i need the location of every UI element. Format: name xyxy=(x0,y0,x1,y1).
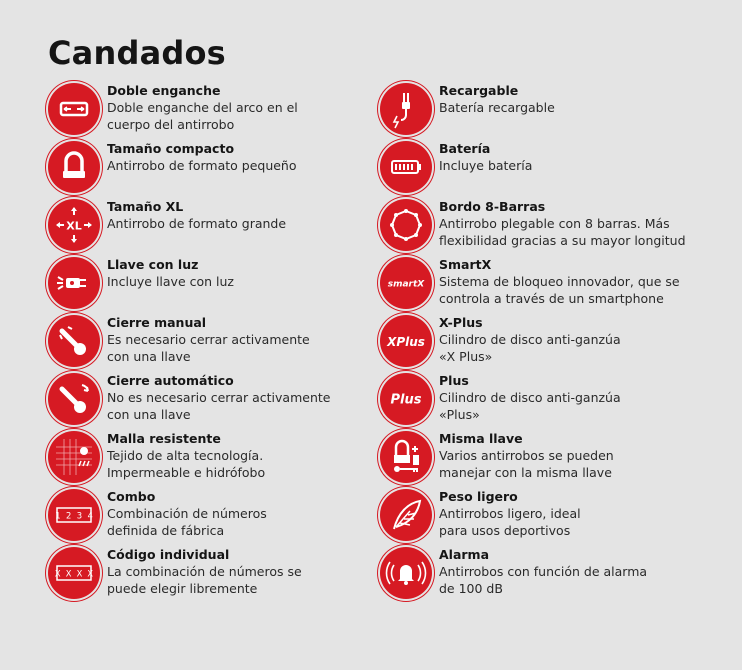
feature-description: Doble enganche del arco en el cuerpo del antirrobo xyxy=(107,100,298,132)
feature-title: Recargable xyxy=(439,83,519,98)
feature-description: Sistema de bloqueo innovador, que se controla a través de un smartphone xyxy=(439,274,680,306)
alarm-icon xyxy=(380,547,432,599)
rechargeable-icon xyxy=(380,83,432,135)
feature-title: X-Plus xyxy=(439,315,483,330)
feature-item xyxy=(48,140,358,196)
feature-title: Batería xyxy=(439,141,491,156)
feature-item xyxy=(48,488,358,544)
feature-item xyxy=(380,140,730,196)
feature-description: Tejido de alta tecnología. Impermeable e hidrófobo xyxy=(107,448,266,480)
resistant-mesh-icon xyxy=(48,431,100,483)
plus-icon xyxy=(380,373,432,425)
svg-text:X X X X: X X X X xyxy=(55,569,93,580)
svg-text:XPlus: XPlus xyxy=(387,335,425,349)
feature-description: Varios antirrobos se pueden manejar con la misma llave xyxy=(439,448,614,480)
feature-title: Peso ligero xyxy=(439,489,518,504)
feature-item xyxy=(48,82,358,138)
feature-item xyxy=(48,430,358,486)
svg-text:Plus: Plus xyxy=(390,392,422,408)
feature-description: Cilindro de disco anti-ganzúa «X Plus» xyxy=(439,332,621,364)
feature-item xyxy=(380,430,730,486)
xl-size-icon xyxy=(48,199,100,251)
feature-description: Incluye batería xyxy=(439,158,533,173)
feature-title: Malla resistente xyxy=(107,431,221,446)
svg-text:XL: XL xyxy=(66,219,82,233)
feature-item xyxy=(48,546,358,602)
feature-item xyxy=(380,82,730,138)
double-hook-icon xyxy=(48,83,100,135)
feature-title: Alarma xyxy=(439,547,490,562)
feature-item xyxy=(48,198,358,254)
feature-title: Bordo 8-Barras xyxy=(439,199,546,214)
lightweight-icon xyxy=(380,489,432,541)
feature-item xyxy=(380,488,730,544)
feature-description: Antirrobos ligero, ideal para usos deportivos xyxy=(439,506,581,538)
same-key-icon xyxy=(380,431,432,483)
feature-title: Misma llave xyxy=(439,431,523,446)
feature-item xyxy=(48,372,358,428)
feature-title: Cierre manual xyxy=(107,315,207,330)
feature-item xyxy=(48,256,358,312)
eight-bars-icon xyxy=(380,199,432,251)
feature-item xyxy=(380,546,730,602)
feature-title: Cierre automático xyxy=(107,373,234,388)
feature-description: Batería recargable xyxy=(439,100,555,115)
feature-item xyxy=(380,256,730,312)
feature-description: Antirrobo de formato grande xyxy=(107,216,287,231)
feature-description: Cilindro de disco anti-ganzúa «Plus» xyxy=(439,390,621,422)
feature-title: Combo xyxy=(107,489,156,504)
feature-title: Tamaño compacto xyxy=(107,141,235,156)
individual-code-icon xyxy=(48,547,100,599)
feature-title: Tamaño XL xyxy=(107,199,184,214)
feature-item xyxy=(380,314,730,370)
feature-description: Combinación de números definida de fábrica xyxy=(107,506,267,538)
feature-description: Antirrobos con función de alarma de 100 dB xyxy=(439,564,648,596)
light-key-icon xyxy=(48,257,100,309)
feature-title: Llave con luz xyxy=(107,257,199,272)
svg-text:1 2 3 4: 1 2 3 4 xyxy=(55,511,93,522)
svg-text:smartX: smartX xyxy=(387,279,425,290)
feature-title: SmartX xyxy=(439,257,492,272)
feature-item xyxy=(380,372,730,428)
smartx-icon xyxy=(380,257,432,309)
feature-description: Incluye llave con luz xyxy=(107,274,234,289)
x-plus-icon xyxy=(380,315,432,367)
feature-description: Antirrobo plegable con 8 barras. Más flexibilidad gracias a su mayor longitud xyxy=(439,216,686,248)
feature-description: Es necesario cerrar activamente con una llave xyxy=(107,332,310,364)
manual-lock-icon xyxy=(48,315,100,367)
compact-lock-icon xyxy=(48,141,100,193)
feature-description: No es necesario cerrar activamente con una llave xyxy=(107,390,331,422)
feature-title: Plus xyxy=(439,373,469,388)
page-title: Candados xyxy=(48,34,226,72)
feature-item xyxy=(48,314,358,370)
auto-lock-icon xyxy=(48,373,100,425)
feature-item xyxy=(380,198,730,254)
feature-description: La combinación de números se puede elegir libremente xyxy=(107,564,302,596)
feature-title: Código individual xyxy=(107,547,230,562)
feature-title: Doble enganche xyxy=(107,83,221,98)
battery-icon xyxy=(380,141,432,193)
combo-icon xyxy=(48,489,100,541)
feature-description: Antirrobo de formato pequeño xyxy=(107,158,297,173)
